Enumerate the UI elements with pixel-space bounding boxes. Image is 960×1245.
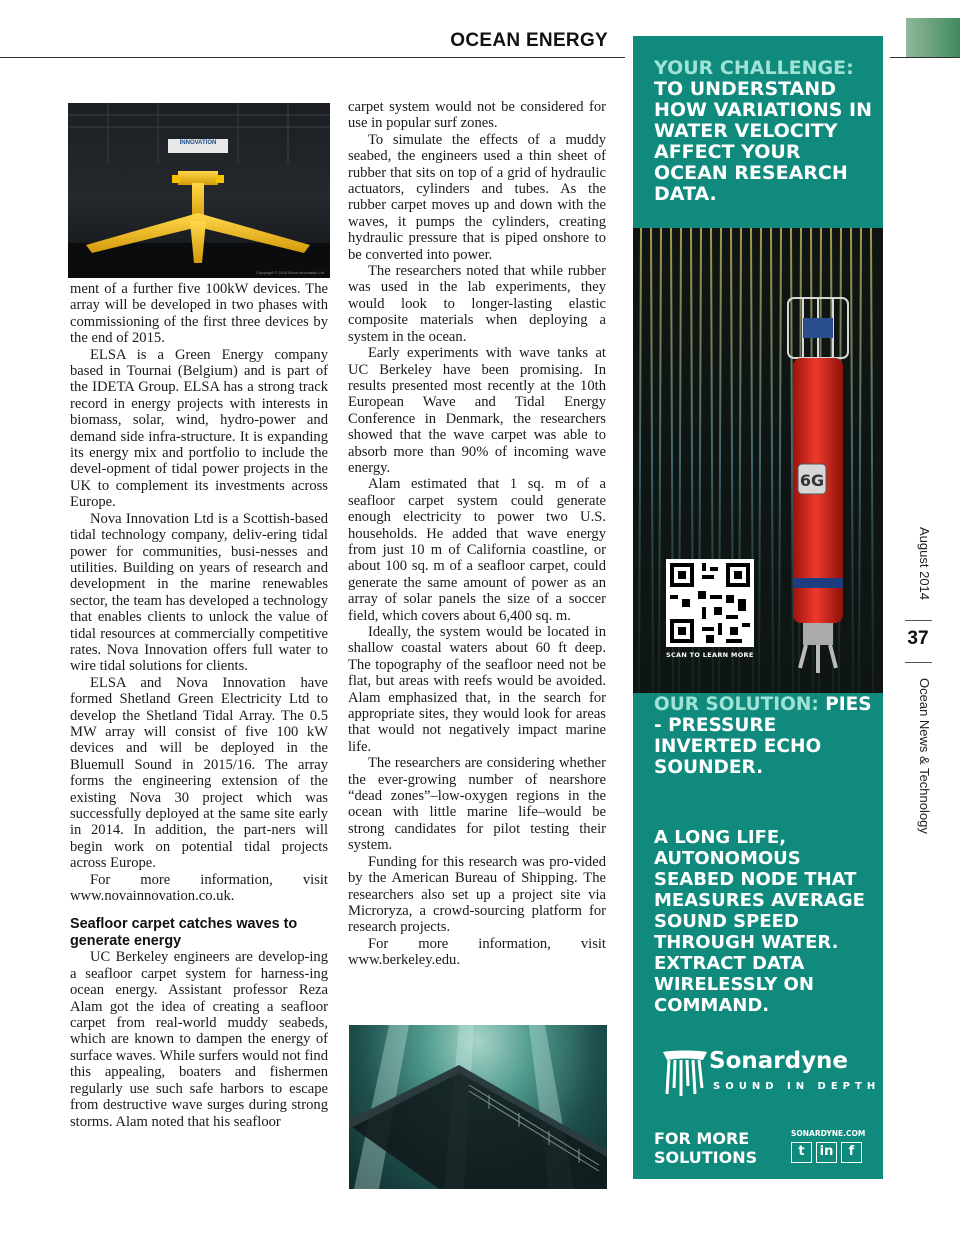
section-title: OCEAN ENERGY	[450, 30, 608, 51]
sonardyne-logo-icon	[661, 1048, 709, 1102]
article-column-2	[348, 99, 606, 969]
photo-sign: INNOVATION	[179, 140, 217, 146]
seafloor-carpet-render	[349, 1025, 607, 1189]
paragraph: UC Berkeley engineers are develop-ing a seafloor carpet system for harness-ing ocean energy. Assistant professor Reza Alam got the idea of creating a seafloor carpet from real-world muddy seabeds, which are known to dampen the energy of surface waves. While surfers would not find this appealing, boaters and fishermen regularly use such safe harbors to escape from destructive wave surges during strong storms. Alam noted that his seafloor	[70, 949, 328, 1130]
ad-solution-text: PIES - PRESSURE INVERTED ECHO SOUNDER.	[654, 694, 872, 778]
article-column-1	[70, 281, 328, 1130]
scan-label: SCAN TO LEARN MORE	[666, 651, 754, 659]
paragraph: ELSA is a Green Energy company based in Tournai (Belgium) and is part of the IDETA Group. ELSA has a strong track record in energy projects with interests in biomass, solar, wind, hydro-power and demand side infra-structure. It is expanding its energy mix and portfolio to include the devel-opment of tidal power projects in the UK to complement its investments across Europe.	[70, 346, 328, 511]
corner-rule	[890, 57, 960, 58]
tidal-turbine-photo	[68, 103, 330, 278]
paragraph: Funding for this research was pro-vided by the American Bureau of Shipping. The researchers also set up a project site via Microryza, a crowd-sourcing platform for research projects.	[348, 853, 606, 936]
brand-tagline: SOUND IN DEPTH	[713, 1081, 881, 1092]
device-label: 6G	[799, 471, 825, 490]
ad-challenge-text: TO UNDERSTAND HOW VARIATIONS IN WATER VELOCITY AFFECT YOUR OCEAN RESEARCH DATA.	[654, 78, 873, 205]
paragraph: Early experiments with wave tanks at UC Berkeley have been promising. In results presented most recently at the 10th European Wave and Tidal Energy Conference in Denmark, the researchers showed that the wave carpet was able to absorb more than 90% of incoming wave energy.	[348, 345, 606, 476]
twitter-icon[interactable]: t	[791, 1142, 812, 1163]
ad-challenge-lead: YOUR CHALLENGE:	[654, 57, 854, 79]
paragraph: ment of a further five 100kW devices. The array will be developed in two phases with commissioning of the first three devices by the end of 2015.	[70, 281, 328, 347]
paragraph: The researchers noted that while rubber was used in the lab experiments, they would look to longer-lasting elastic composite materials when deploying a system in the ocean.	[348, 263, 606, 345]
page-number: 37	[907, 628, 929, 649]
paragraph: carpet system would not be considered for use in popular surf zones.	[348, 99, 606, 132]
sidebar-rule	[905, 662, 932, 663]
paragraph: For more information, visit www.novainnovation.co.uk.	[70, 871, 328, 905]
header-rule	[0, 57, 625, 58]
article-heading: Seafloor carpet catches waves to generate energy	[70, 916, 298, 949]
ad-url[interactable]: SONARDYNE.COM	[791, 1129, 866, 1138]
ad-solution	[654, 694, 879, 778]
paragraph: The researchers are considering whether the ever-growing number of nearshore “dead zones”–low-oxygen regions in the ocean with little marine life–would be strong candidates for pilot testing their system.	[348, 755, 606, 854]
more-solutions: FOR MORE SOLUTIONS	[654, 1129, 758, 1167]
photo-credit: Copyright © 2014 Nova Innovation Ltd	[256, 270, 324, 275]
ad-challenge	[654, 58, 879, 205]
paragraph: To simulate the effects of a muddy seabed, the engineers used a thin sheet of rubber that sits on top of a grid of hydraulic actuators, cylinders and tubes. As the rubber carpet moves up and down with the waves, it pumps the cylinders, creating hydraulic pressure that is piped onshore to be converted into power.	[348, 131, 606, 263]
paragraph: ELSA and Nova Innovation have formed Shetland Green Electricity Ltd to develop the Shetland Tidal Array. The 0.5 MW array will consist of five 100 kW devices and will be deployed in the Bluemull Sound in 2015/16. The array forms the engineering extension of the existing Nova 30 project which was successfully deployed at the same site early in 2014. In addition, the part-ners will begin work on potential tidal projects across Europe.	[70, 674, 328, 872]
issue-date: August 2014	[917, 527, 932, 601]
ad-description: A LONG LIFE, AUTONOMOUS SEABED NODE THAT MEASURES AVERAGE SOUND SPEED THROUGH WATER. EXTRACT DATA WIRELESSLY ON COMMAND.	[654, 827, 865, 1016]
corner-tab	[906, 18, 960, 58]
qr-code[interactable]	[666, 559, 754, 647]
paragraph: Alam estimated that 1 sq. m of a seafloor carpet system could generate enough electricity to power two U.S. households. He added that wave energy from just 10 m of California coastline, or about 100 sq. m of a seafloor carpet, could generate the same amount of power as an array of solar panels the size of a soccer field, which covers about 6,400 sq. m.	[348, 476, 606, 624]
brand-name: Sonardyne	[709, 1048, 849, 1074]
facebook-icon[interactable]: f	[841, 1142, 862, 1163]
paragraph: Ideally, the system would be located in shallow coastal waters about 60 ft deep. The topography of the seafloor need not be flat, but areas with reefs would be avoided. Alam emphasized that, in the search for appropriate sites, they would look for areas that would not negatively impact marine life.	[348, 624, 606, 755]
sonardyne-advertisement[interactable]	[633, 36, 883, 1179]
publication-name: Ocean News & Technology	[917, 678, 932, 834]
linkedin-icon[interactable]: in	[816, 1142, 837, 1163]
ad-solution-lead: OUR SOLUTION:	[654, 694, 819, 715]
paragraph: For more information, visit www.berkeley.edu.	[348, 935, 606, 969]
sidebar-rule	[905, 620, 932, 621]
paragraph: Nova Innovation Ltd is a Scottish-based tidal technology company, deliv-ering tidal power for communities, busi-nesses and utilities. Building on years of research and development in the marine renewables sector, the team has developed a technology that enables clients to unlock the value of tidal resources at commercially competitive rates. Nova Innovation offers full water to wire tidal solutions for clients.	[70, 510, 328, 675]
